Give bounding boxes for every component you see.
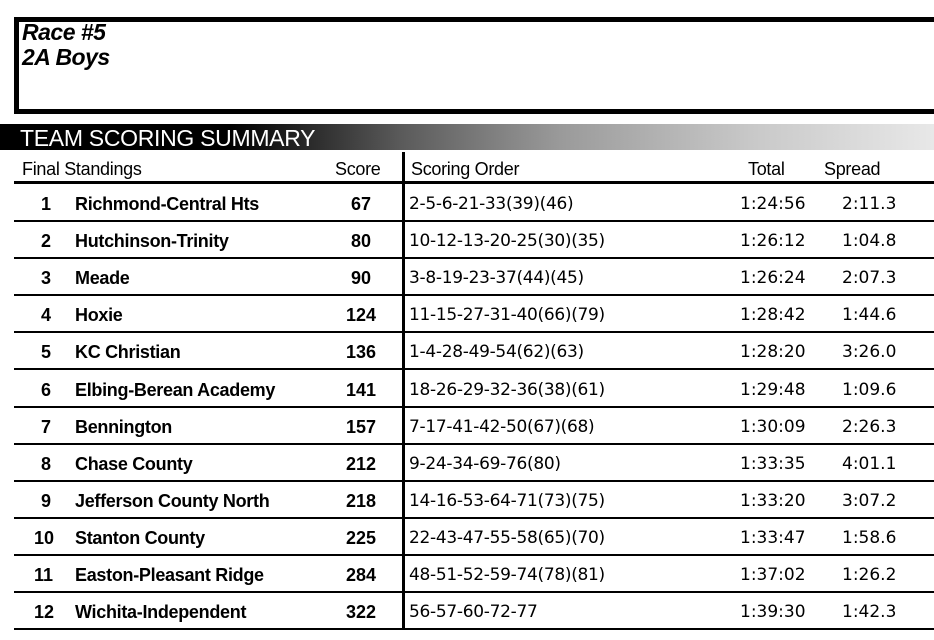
place-cell: 1 — [40, 194, 51, 214]
race-number: Race #5 — [22, 19, 106, 45]
team-score: 212 — [345, 453, 377, 474]
team-name: Easton-Pleasant Ridge — [75, 565, 264, 585]
spread-time: 1:09.6 — [842, 379, 897, 400]
spread-time: 1:44.6 — [842, 305, 897, 326]
spread-time: 1:42.3 — [842, 602, 897, 623]
place-cell: 4 — [40, 305, 51, 326]
spread-time: 1:26.2 — [842, 565, 897, 585]
team-score: 80 — [350, 231, 372, 252]
team-name: Jefferson County North — [75, 490, 270, 511]
spread-time: 2:11.3 — [842, 194, 897, 214]
team-score: 284 — [345, 565, 377, 585]
scoring-order: 9-24-34-69-76(80) — [409, 453, 561, 474]
total-time: 1:26:12 — [740, 231, 806, 252]
total-time: 1:29:48 — [740, 379, 806, 400]
column-header-standings: Final Standings — [22, 159, 142, 179]
section-banner — [0, 124, 934, 150]
team-name: Richmond-Central Hts — [75, 194, 260, 214]
total-time: 1:30:09 — [740, 416, 806, 437]
scoring-order: 11-15-27-31-40(66)(79) — [409, 305, 605, 326]
team-score: 141 — [345, 379, 377, 400]
table-row — [14, 445, 934, 482]
table-row — [14, 593, 934, 630]
table-row — [14, 185, 934, 222]
table-row — [14, 222, 934, 259]
team-name: Meade — [75, 268, 130, 289]
team-name: Hoxie — [75, 305, 123, 326]
scoring-order: 2-5-6-21-33(39)(46) — [409, 194, 574, 214]
column-header-scoring-order: Scoring Order — [411, 159, 520, 179]
place-cell: 5 — [40, 342, 51, 363]
race-division: 2A Boys — [22, 44, 110, 70]
place-cell: 2 — [40, 231, 51, 252]
place-cell: 6 — [40, 379, 51, 400]
spread-time: 3:26.0 — [842, 342, 897, 363]
team-score: 225 — [345, 527, 377, 548]
spread-time: 2:26.3 — [842, 416, 897, 437]
total-time: 1:28:42 — [740, 305, 806, 326]
place-cell: 7 — [40, 416, 51, 437]
table-row — [14, 371, 934, 408]
team-score: 124 — [345, 305, 377, 326]
race-title — [22, 20, 110, 70]
scoring-order: 1-4-28-49-54(62)(63) — [409, 342, 584, 363]
column-header-score: Score — [335, 159, 381, 179]
scoring-order: 18-26-29-32-36(38)(61) — [409, 379, 605, 400]
total-time: 1:24:56 — [740, 194, 806, 214]
scoring-order: 3-8-19-23-37(44)(45) — [409, 268, 584, 289]
team-score: 136 — [345, 342, 377, 363]
total-time: 1:33:35 — [740, 453, 806, 474]
column-divider — [402, 152, 405, 630]
total-time: 1:39:30 — [740, 602, 806, 623]
table-row — [14, 259, 934, 296]
team-score: 157 — [345, 416, 377, 437]
spread-time: 1:58.6 — [842, 527, 897, 548]
team-score: 67 — [350, 194, 372, 214]
table-row — [14, 296, 934, 333]
spread-time: 2:07.3 — [842, 268, 897, 289]
table-row — [14, 519, 934, 556]
table-row — [14, 482, 934, 519]
team-name: Chase County — [75, 453, 193, 474]
scoring-order: 7-17-41-42-50(67)(68) — [409, 416, 595, 437]
team-name: Elbing-Berean Academy — [75, 379, 276, 400]
place-cell: 10 — [34, 527, 55, 548]
place-cell: 3 — [40, 268, 51, 289]
column-header-spread: Spread — [824, 159, 881, 179]
spread-time: 3:07.2 — [842, 490, 897, 511]
total-time: 1:26:24 — [740, 268, 806, 289]
team-score: 90 — [350, 268, 372, 289]
spread-time: 1:04.8 — [842, 231, 897, 252]
scoring-order: 48-51-52-59-74(78)(81) — [409, 565, 605, 585]
total-time: 1:33:47 — [740, 527, 806, 548]
table-row — [14, 333, 934, 370]
place-cell: 11 — [34, 565, 54, 585]
total-time: 1:37:02 — [740, 565, 806, 585]
team-score: 218 — [345, 490, 377, 511]
row-rule — [14, 628, 934, 630]
team-name: KC Christian — [75, 342, 181, 363]
team-score: 322 — [345, 602, 377, 623]
table-row — [14, 408, 934, 445]
team-name: Bennington — [75, 416, 172, 437]
table-row — [14, 556, 934, 593]
total-time: 1:33:20 — [740, 490, 806, 511]
place-cell: 8 — [40, 453, 51, 474]
scoring-order: 22-43-47-55-58(65)(70) — [409, 527, 605, 548]
scoring-order: 14-16-53-64-71(73)(75) — [409, 490, 605, 511]
total-time: 1:28:20 — [740, 342, 806, 363]
scoring-order: 56-57-60-72-77 — [409, 602, 538, 623]
team-name: Hutchinson-Trinity — [75, 231, 229, 252]
section-title: TEAM SCORING SUMMARY — [20, 125, 316, 151]
race-header-box — [14, 17, 934, 114]
spread-time: 4:01.1 — [842, 453, 897, 474]
team-name: Wichita-Independent — [75, 602, 247, 623]
place-cell: 9 — [40, 490, 51, 511]
scoring-order: 10-12-13-20-25(30)(35) — [409, 231, 605, 252]
column-header-total: Total — [748, 159, 785, 179]
place-cell: 12 — [34, 602, 55, 623]
header-rule — [14, 181, 934, 184]
team-name: Stanton County — [75, 527, 205, 548]
